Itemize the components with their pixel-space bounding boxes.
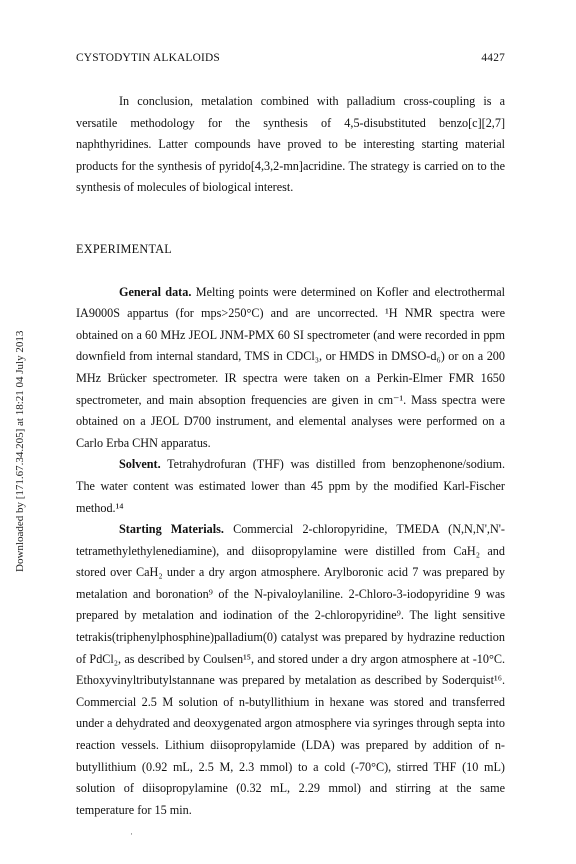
conclusion-paragraph: In conclusion, metalation combined with palladium cross-coupling is a versatile methodology for the synthesis of 4,5-disubstituted benzo[c][2,7] naphthyridines. Latter compounds have proved to be interesting starting material products for the synthesis of pyrido[4,3,2-mn]acridine. The strategy is carried on to the synthesis of molecules of biological interest. [76,94,505,195]
running-header [76,52,505,64]
footer-mark: · [130,829,133,839]
download-stamp-text: Downloaded by [171.67.34.205] at 18:21 04 July 2013 [14,330,26,572]
starting-materials-lead: Starting Materials. [119,522,224,537]
article-body [76,91,505,821]
starting-materials-text: Commercial 2-chloropyridine, TMEDA (N,N,N',N'-tetramethylethylenediamine), and diisopropylamine were distilled from CaH₂ and stored over CaH₂ under a dry argon atmosphere. Arylboronic acid 7 was prepared by metalation and boronation⁹ of the N-pivaloylaniline. 2-Chloro-3-iodopyridine 9 was prepared by metalation and iodination of the 2-chloropyridine⁹. The light sensitive tetrakis(triphenylphosphine)palladium(0) catalyst was prepared by hydrazine reduction of PdCl₂, as described by Coulsen¹⁵, and stored under a dry argon atmosphere at -10°C. Ethoxyvinyltributylstannane was prepared by metalation as described by Soderquist¹⁶. Commercial 2.5 M solution of n-butyllithium in hexane was stored and transferred under a dehydrated and deoxygenated argon atmosphere via syringes through septa into reaction vessels. Lithium diisopropylamide (LDA) was prepared by addition of n-butyllithium (0.92 mL, 2.5 M, 2.3 mmol) to a cold (-70°C), stirred THF (10 mL) solution of diisopropylamine (0.32 mL, 2.29 mmol) and stirring at the same temperature for 15 min. [76,522,505,817]
general-data-paragraph [76,282,505,455]
running-title: CYSTODYTIN ALKALOIDS [76,52,220,64]
general-data-lead: General data. [119,284,192,299]
page-number: 4427 [481,52,505,64]
solvent-text: Tetrahydrofuran (THF) was distilled from benzophenone/sodium. The water content was estimated lower than 45 ppm by the modified Karl-Fischer method.¹⁴ [76,457,505,515]
solvent-lead: Solvent. [119,457,161,472]
section-title: EXPERIMENTAL [76,241,173,256]
general-data-text: Melting points were determined on Kofler and electrothermal IA9000S appartus (for mps>250°C) and are uncorrected. ¹H NMR spectra were obtained on a 60 MHz JEOL JNM-PMX 60 SI spectrometer (and were recorded in ppm downfield from internal standard, TMS in CDCl₃, or HMDS in DMSO-d₆) or on a 200 MHz Brücker spectrometer. IR spectra were taken on a Perkin-Elmer FMR 1650 spectrometer, and main absoption frequencies are given in cm⁻¹. Mass spectra were obtained on a JEOL D700 instrument, and elemental analyses were performed on a Carlo Erba CHN apparatus. [76,284,505,450]
solvent-paragraph [76,454,505,519]
starting-materials-paragraph [76,519,505,821]
